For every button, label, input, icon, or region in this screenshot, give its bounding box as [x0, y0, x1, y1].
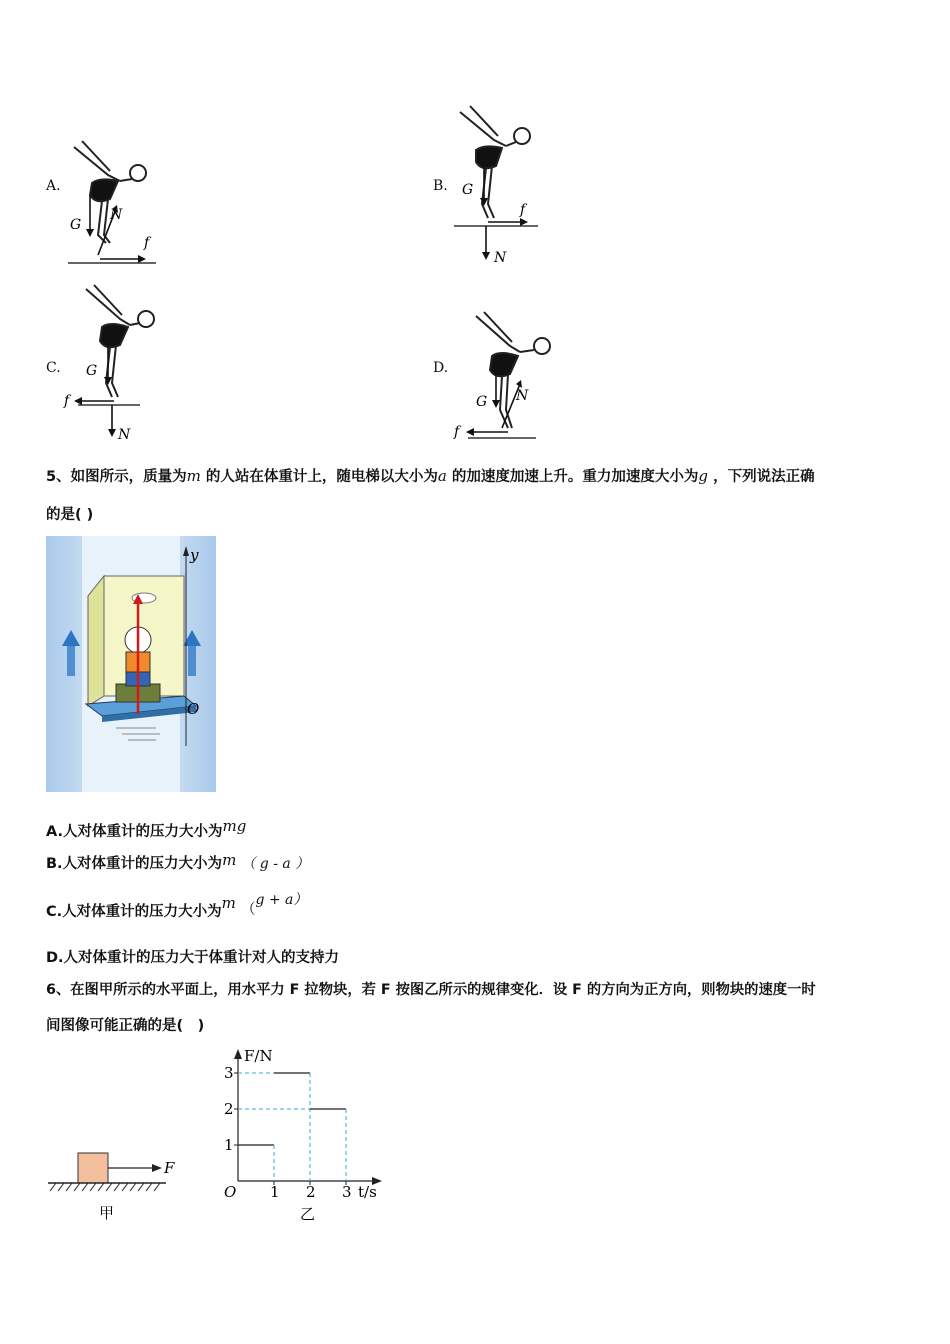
force-label: F: [164, 1159, 175, 1177]
answer-label: A.: [46, 824, 63, 840]
normal-force-label: N: [118, 427, 131, 443]
q4-option-d-label: D.: [433, 360, 449, 376]
figure-caption: 甲: [99, 1204, 115, 1222]
y-tick-label: 3: [224, 1064, 234, 1082]
y-axis-label: F/N: [244, 1047, 273, 1065]
answer-expr: mg: [222, 817, 247, 835]
friction-label: f: [520, 202, 526, 218]
q5-answer-b: [46, 852, 309, 873]
gravity-label: G: [70, 217, 82, 233]
answer-label: B.: [46, 856, 63, 872]
friction-label: f: [144, 235, 150, 251]
q4-option-b-diagram: [450, 100, 550, 268]
friction-label: f: [454, 424, 460, 440]
answer-text: 人对体重计的压力大小为: [62, 904, 222, 920]
q4-option-c-label: C.: [46, 360, 61, 376]
q4-option-d-diagram: [450, 310, 560, 445]
q4-option-a-label: A.: [46, 178, 61, 194]
q4-option-b-label: B.: [433, 178, 448, 194]
ground-hatching: [50, 1183, 160, 1191]
answer-label: D.: [46, 950, 64, 966]
x-tick-label: 1: [270, 1183, 280, 1201]
q6-question-line2: 间图像可能正确的是( ): [46, 1018, 205, 1034]
gravity-label: G: [86, 363, 98, 379]
x-tick-label: 2: [306, 1183, 316, 1201]
q5-text-a: 如图所示，质量为: [70, 469, 187, 485]
friction-label: f: [64, 393, 70, 409]
x-axis-label: t/s: [358, 1183, 377, 1201]
diver-figure: [86, 285, 154, 397]
figure-caption: 乙: [300, 1205, 316, 1223]
origin-label: O: [224, 1183, 237, 1201]
normal-force-label: N: [516, 388, 529, 404]
q5-question-line2: 的是( ): [46, 507, 94, 523]
y-tick-label: 2: [224, 1100, 234, 1118]
answer-expr: g + a）: [255, 892, 308, 908]
q5-elevator-figure: [46, 536, 216, 792]
q6-text: 在图甲所示的水平面上，用水平力 F 拉物块，若 F 按图乙所示的规律变化．设 F 的方向为正方向，则物块的速度一时: [70, 982, 816, 998]
q4-option-c-diagram: [60, 283, 170, 443]
answer-expr: （ g - a ）: [241, 856, 310, 872]
diver-figure: [74, 141, 146, 243]
q5-var-g: g: [698, 467, 709, 485]
normal-force-label: N: [494, 250, 507, 266]
answer-expr-m: m: [221, 894, 236, 912]
x-tick-label: 3: [342, 1183, 352, 1201]
y-axis-label: y: [190, 546, 199, 564]
gravity-label: G: [462, 182, 474, 198]
q4-option-a-diagram: [60, 135, 170, 270]
answer-text: 人对体重计的压力大于体重计对人的支持力: [63, 950, 340, 966]
answer-label: C.: [46, 904, 63, 920]
q5-answer-a: [46, 817, 247, 841]
answer-expr-m: m: [222, 851, 237, 869]
q5-text-c: 的加速度加速上升。重力加速度大小为: [451, 469, 699, 485]
diver-figure: [476, 312, 550, 428]
q5-answer-d: [46, 946, 339, 967]
q6-number: 6、: [46, 982, 71, 998]
q6-figure-yi-chart: [220, 1045, 390, 1225]
answer-text: 人对体重计的压力大小为: [63, 824, 223, 840]
q5-text-d: ，下列说法正确: [713, 469, 815, 485]
q5-text-b: 的人站在体重计上，随电梯以大小为: [205, 469, 438, 485]
y-tick-label: 1: [224, 1136, 234, 1154]
q6-figure-jia: [44, 1145, 194, 1225]
normal-force-label: N: [110, 207, 123, 223]
q5-question-line1: [46, 466, 815, 487]
answer-text: 人对体重计的压力大小为: [62, 856, 223, 872]
q6-question-line1: [46, 980, 816, 1000]
q5-answer-c: [46, 892, 308, 921]
origin-label: O: [187, 700, 200, 718]
answer-paren: （: [240, 902, 256, 918]
block: [78, 1153, 108, 1183]
q5-var-a: a: [437, 467, 447, 485]
q5-var-m: m: [186, 467, 201, 485]
q5-number: 5、: [46, 469, 71, 485]
gravity-label: G: [476, 394, 488, 410]
